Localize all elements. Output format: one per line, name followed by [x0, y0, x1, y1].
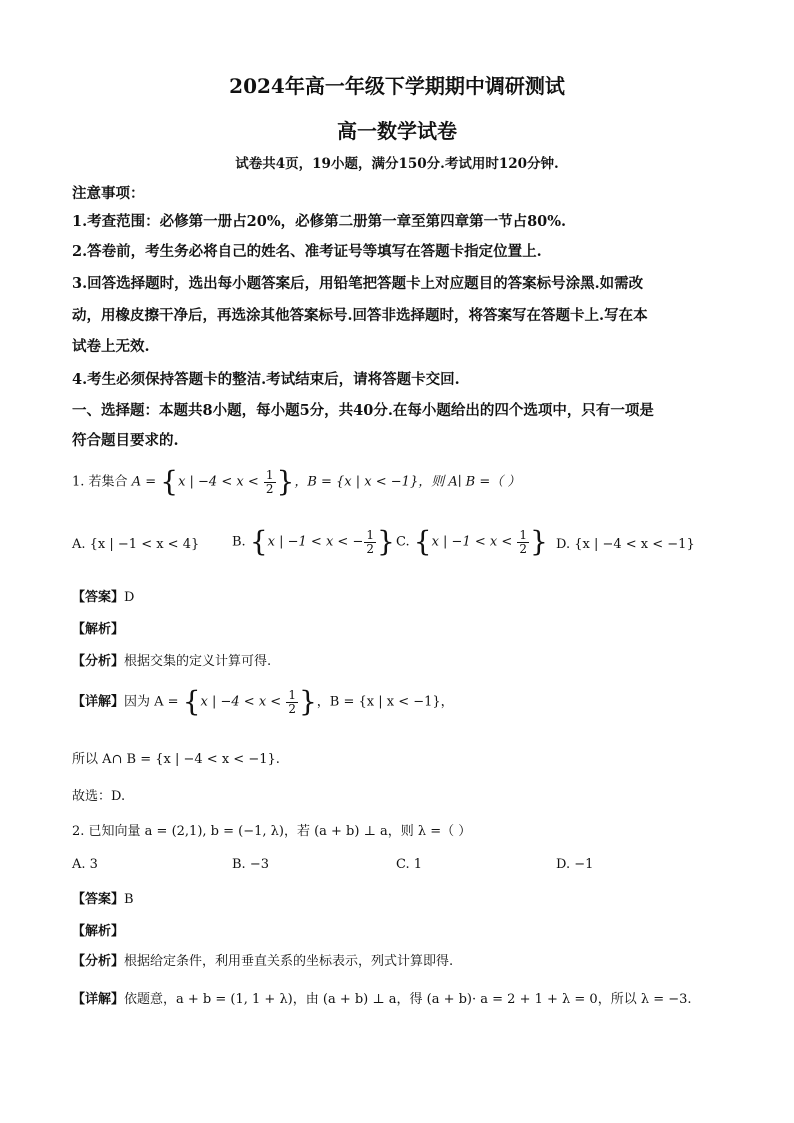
section1-line2: 符合题目要求的.: [72, 432, 179, 449]
q1-fenxi: 【分析】根据交集的定义计算可得.: [72, 654, 272, 669]
q2-answer: 【答案】B: [72, 892, 134, 907]
q1-option-d: D. {x | −4 < x < −1}: [556, 537, 695, 552]
q1-answer: 【答案】D: [72, 590, 135, 605]
q1-pick: 故选：D.: [72, 789, 126, 804]
notice-item-2: 2.答卷前，考生务必将自己的姓名、准考证号等填写在答题卡指定位置上.: [72, 243, 542, 260]
q1-ask: ，则 A∣ B =（ ）: [418, 474, 521, 490]
q2-xiangjie: 【详解】依题意，a + b = (1, 1 + λ)，由 (a + b) ⊥ a，得 (a + b)· a = 2 + 1 + λ = 0，所以 λ = −3.: [72, 992, 692, 1007]
q2-option-c: C. 1: [396, 857, 423, 872]
q2-fenxi: 【分析】根据给定条件，利用垂直关系的坐标表示，列式计算即得.: [72, 954, 454, 969]
q1-stem: [72, 465, 521, 498]
notice-item-3-line1: 3.回答选择题时，选出每小题答案后，用铅笔把答题卡上对应题目的答案标号涂黑.如需改: [72, 275, 644, 292]
notice-item-1: 1.考查范围：必修第一册占20%，必修第二册第一章至第四章第一节占80%.: [72, 213, 567, 230]
section1-line1: 一、选择题：本题共8小题，每小题5分，共40分.在每小题给出的四个选项中，只有一项是: [72, 402, 654, 419]
exam-subject: 高一数学试卷: [337, 119, 457, 143]
q2-option-b: B. −3: [232, 857, 269, 872]
q2-option-a: A. 3: [72, 857, 98, 872]
half-fraction: $\frac{1}{2}$: [265, 467, 274, 496]
right-brace-icon: }: [276, 465, 295, 498]
q1-set-b: ，B = {x | x < −1}: [294, 474, 419, 490]
notice-heading: 注意事项：: [72, 185, 145, 202]
exam-title: 2024年高一年级下学期期中调研测试: [229, 74, 565, 98]
notice-item-3-line2: 动，用橡皮擦干净后，再选涂其他答案标号.回答非选择题时，将答案写在答题卡上.写在本: [72, 307, 648, 324]
q1-analysis-tag: 【解析】: [72, 622, 125, 637]
q1-conclusion: 所以 A∩ B = {x | −4 < x < −1}.: [72, 752, 280, 767]
q1-stem-prefix: 1. 若集合: [72, 474, 128, 490]
q2-analysis-tag: 【解析】: [72, 924, 125, 939]
q1-set-a-inner: x | −4 < x <: [178, 474, 263, 490]
q1-option-a: A. {x | −1 < x < 4}: [72, 537, 200, 552]
q1-option-c: C. {x | −1 < x < $\frac{1}{2}$ }: [396, 525, 548, 558]
left-brace-icon: {: [160, 465, 179, 498]
q1-set-a-label: A =: [131, 474, 161, 490]
exam-info: 试卷共4页，19小题，满分150分.考试用时120分钟.: [235, 156, 559, 172]
notice-item-4: 4.考生必须保持答题卡的整洁.考试结束后，请将答题卡交回.: [72, 371, 460, 388]
notice-item-3-line3: 试卷上无效.: [72, 338, 150, 355]
q2-option-d: D. −1: [556, 857, 594, 872]
q1-xiangjie: 【详解】因为 A = {x | −4 < x < $\frac{1}{2}$ }，B = {x | x < −1}，: [72, 685, 454, 718]
q2-stem: 2. 已知向量 a = (2,1), b = (−1, λ)，若 (a + b) ⊥ a，则 λ =（ ）: [72, 824, 472, 839]
q1-option-b: B. {x | −1 < x < − $\frac{1}{2}$ }: [232, 525, 395, 558]
